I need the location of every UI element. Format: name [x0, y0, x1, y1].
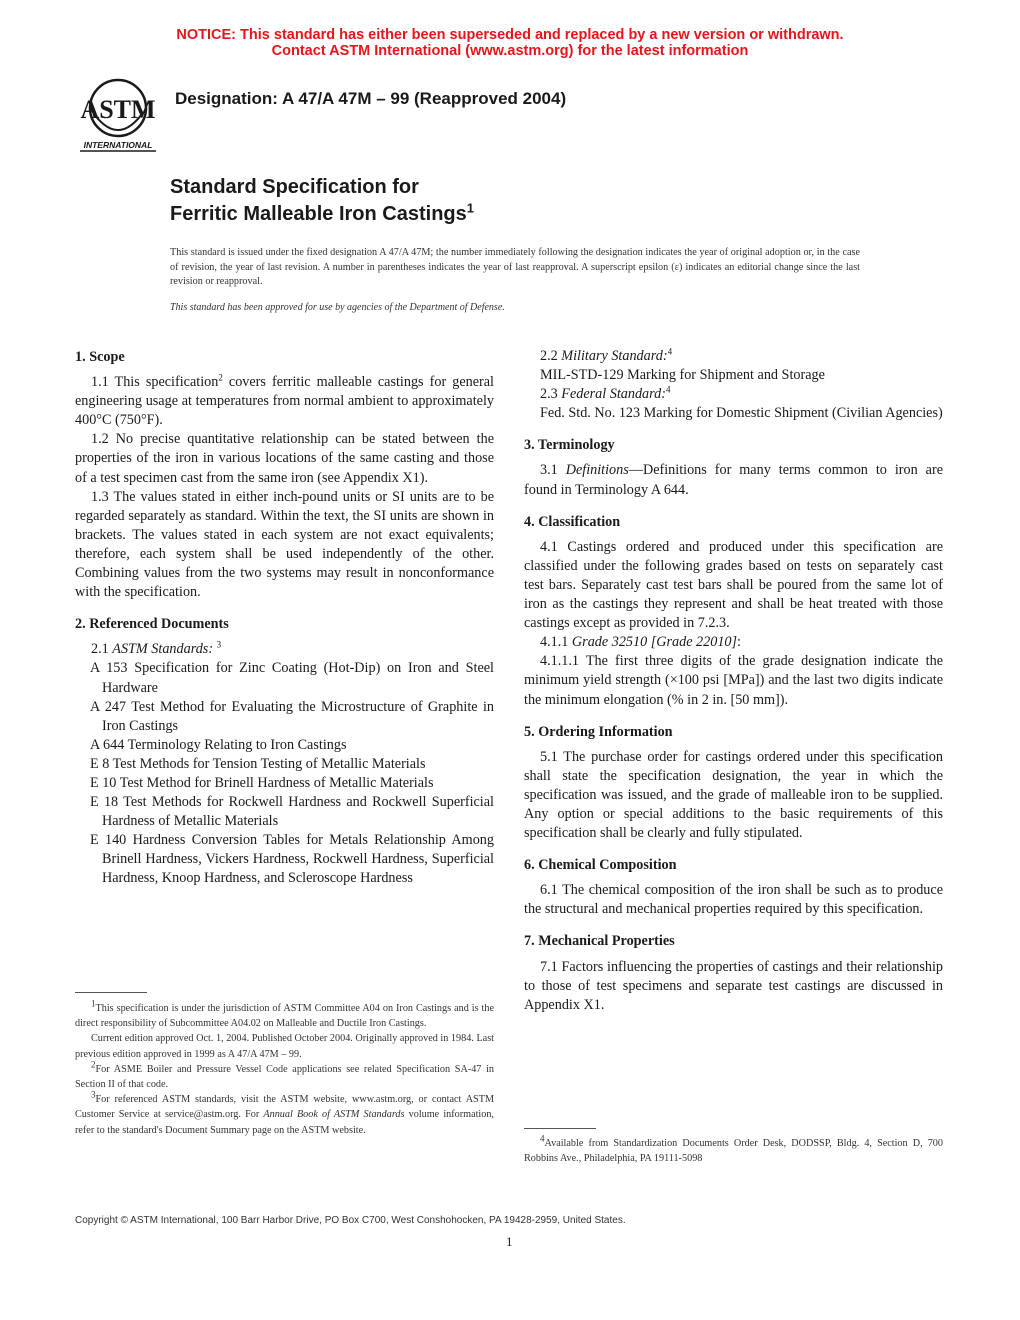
ref-item: E 140 Hardness Conversion Tables for Metals Relationship Among Brinell Hardness, Vickers Hardness, Rockwell Hardness, Superficial Hardness, Knoop Hardness, and Scleroscope Hardness [90, 832, 494, 887]
para-6-1: 6.1 The chemical composition of the iron shall be such as to produce the structural and mechanical properties required by this specification. [524, 882, 943, 918]
notice-line-2: Contact ASTM International (www.astm.org) for the latest information [271, 43, 749, 59]
left-footnotes [75, 998, 494, 1138]
footnote-3: $^3$For referenced ASTM standards, visit the ASTM website, www.astm.org, or contact ASTM Customer Service at service@astm.org. For Annual Book of ASTM Standards volume information, refer to the standard's Document Summary page on the ASTM website. [75, 1089, 494, 1136]
section-3-heading: 3. Terminology [524, 437, 615, 454]
dod-approval-note: This standard has been approved for use by agencies of the Department of Defense. [170, 302, 505, 313]
para-2-2: 2.2 Military Standard:$^4$ [540, 346, 673, 364]
logo-subtext: INTERNATIONAL [83, 140, 153, 150]
section-5-heading: 5. Ordering Information [524, 723, 673, 740]
footnote-rule [524, 1128, 596, 1129]
right-column [524, 347, 943, 1015]
para-1-3: 1.3 The values stated in either inch-pound units or SI units are to be regarded separately as standard. Within the text, the SI units are shown in brackets. The values stated in each system are not exact equivalents; therefore, each system shall be used independently of the other. Combining values from the two systems may result in nonconformance with the specification. [75, 488, 494, 601]
astm-logo [74, 76, 162, 154]
title-line-1: Standard Specification for [170, 176, 419, 198]
footnote-1b: Current edition approved Oct. 1, 2004. Published October 2004. Originally approved in 1984. Last previous edition approved in 1999 as A 47/A 47M – 99. [75, 1033, 494, 1060]
section-7-heading: 7. Mechanical Properties [524, 933, 675, 950]
title-line-2: Ferritic Malleable Iron Castings$^1$ [170, 200, 474, 225]
title-footnote-ref: 1 [466, 200, 474, 216]
section-6-heading: 6. Chemical Composition [524, 857, 677, 874]
para-1-1: 1.1 This specification$^2$ covers ferritic malleable castings for general engineering usage at temperatures from normal ambient to approximately 400°C (750°F). [75, 372, 494, 429]
ref-item: A 153 Specification for Zinc Coating (Hot-Dip) on Iron and Steel Hardware [90, 660, 494, 696]
para-4-1-1-1: 4.1.1.1 The first three digits of the grade designation indicate the minimum yield strength (×100 psi [MPa]) and the last two digits indicate the minimum elongation (% in 2 in. [50 mm]). [524, 653, 943, 708]
footnote-4: $^4$Available from Standardization Documents Order Desk, DODSSP, Bldg. 4, Section D, 700 Robbins Ave., Philadelphia, PA 19111-5098 [524, 1133, 943, 1165]
section-4-heading: 4. Classification [524, 513, 621, 530]
designation: Designation: A 47/A 47M – 99 (Reapproved 2004) [175, 89, 567, 108]
ref-item: E 18 Test Methods for Rockwell Hardness and Rockwell Superficial Hardness of Metallic Materials [90, 794, 494, 830]
page-number: 1 [506, 1234, 513, 1249]
document-title [170, 174, 474, 228]
section-2-heading: 2. Referenced Documents [75, 616, 229, 633]
notice-line-1: NOTICE: This standard has either been superseded and replaced by a new version or withdrawn. [176, 27, 844, 43]
footnote-2: $^2$For ASME Boiler and Pressure Vessel Code applications see related Specification SA-47 in Section II of that code. [75, 1059, 494, 1091]
ref-item: A 247 Test Method for Evaluating the Microstructure of Graphite in Iron Castings [90, 698, 494, 734]
copyright-footer: Copyright © ASTM International, 100 Barr Harbor Drive, PO Box C700, West Conshohocken, PA 19428-2959, United States. [75, 1215, 626, 1226]
logo-text: ASTM [80, 95, 156, 124]
right-footnotes [524, 1133, 943, 1166]
para-7-1: 7.1 Factors influencing the properties of castings and their relationship to those of test specimens and separate test castings are discussed in Appendix X1. [524, 958, 943, 1013]
fed-std-ref: Fed. Std. No. 123 Marking for Domestic Shipment (Civilian Agencies) [540, 405, 943, 422]
para-3-1: 3.1 Definitions—Definitions for many terms common to iron are found in Terminology A 644. [524, 462, 943, 498]
para-5-1: 5.1 The purchase order for castings ordered under this specification shall state the specification designation, the year in which the specification was issued, and the grade of malleable iron to be supplied. Any option or special additions to the basic requirements of this specification shall be clearly and fully stipulated. [524, 748, 943, 842]
para-1-2: 1.2 No precise quantitative relationship can be stated between the properties of the iron in various locations of the same casting and those of a test specimen cast from the same iron (see Appendix X1). [75, 431, 494, 486]
footnote-rule [75, 992, 147, 993]
para-2-1: 2.1 ASTM Standards: $^3$ [91, 639, 222, 658]
para-4-1: 4.1 Castings ordered and produced under this specification are classified under the following grades based on tests on separately cast test bars. Separately cast test bars shall be poured from the same lot of iron as the castings they represent and shall be heat treated with those castings except as provided in 7.2.3. [524, 538, 943, 632]
footnote-1: $^1$This specification is under the jurisdiction of ASTM Committee A04 on Iron Castings and is the direct responsibility of Subcommittee A04.02 on Malleable and Ductile Iron Castings. [75, 998, 494, 1030]
preamble: This standard is issued under the fixed designation A 47/A 47M; the number immediately following the designation indicates the year of original adoption or, in the case of revision, the year of last revision. A number in parentheses indicates the year of last reapproval. A superscript epsilon (ε) indicates an editorial change since the last revision or reapproval. [170, 247, 860, 288]
para-2-3: 2.3 Federal Standard:$^4$ [540, 384, 671, 403]
ref-item: E 10 Test Method for Brinell Hardness of Metallic Materials [90, 774, 434, 791]
supersede-notice [0, 27, 1020, 59]
mil-std-ref: MIL-STD-129 Marking for Shipment and Storage [540, 367, 825, 384]
section-1-heading: 1. Scope [75, 349, 125, 365]
astm-logo-icon [74, 76, 162, 154]
ref-item: E 8 Test Methods for Tension Testing of Metallic Materials [90, 755, 426, 772]
ref-item: A 644 Terminology Relating to Iron Castings [90, 736, 347, 753]
para-4-1-1: 4.1.1 Grade 32510 [Grade 22010]: [540, 634, 741, 651]
left-column [75, 348, 494, 889]
